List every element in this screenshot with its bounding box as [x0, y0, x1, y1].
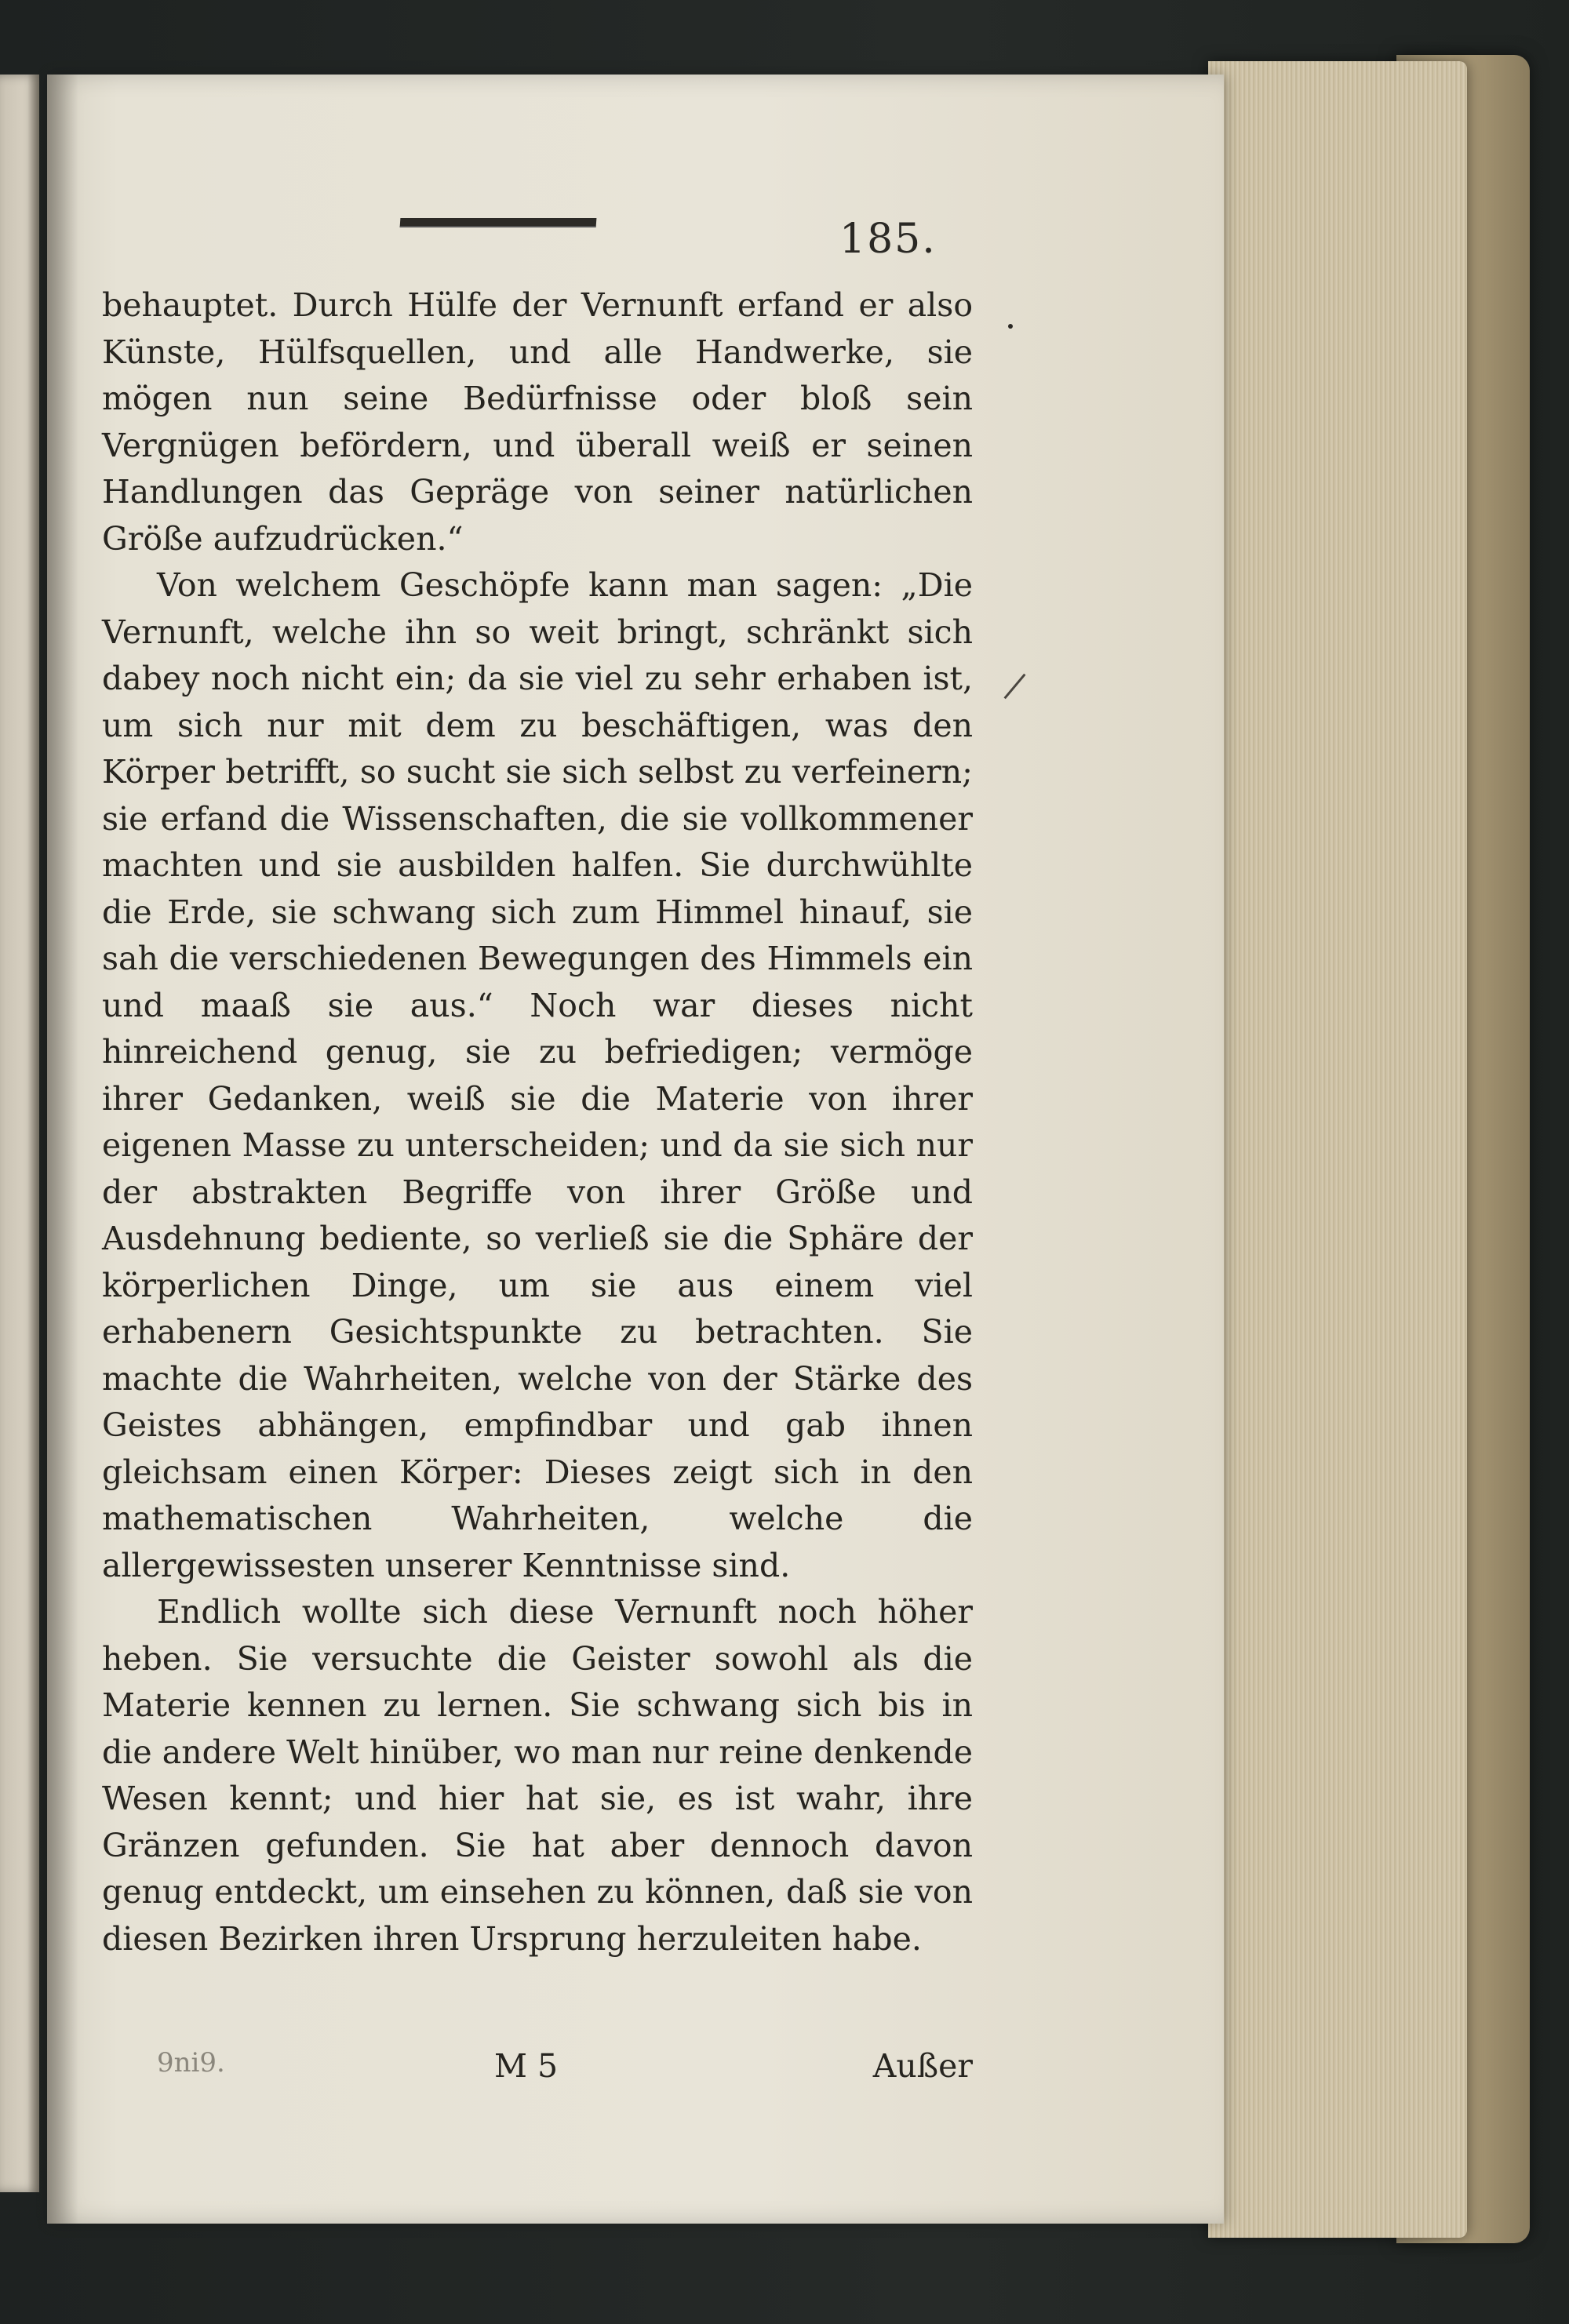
margin-mark: [1003, 674, 1025, 700]
gutter-shadow: [47, 75, 78, 2224]
signature-mark: M 5: [494, 2047, 559, 2085]
book-page: [47, 75, 1224, 2224]
body-text: [102, 282, 973, 1962]
page-number: 185.: [839, 216, 937, 263]
bleed-through-text: 9ni9.: [157, 2047, 225, 2079]
paragraph-2: Von welchem Geschöpfe kann man sagen: „Die Vernunft, welche ihn so weit bringt, schränkt sich dabey noch nicht ein; da sie viel zu sehr erhaben ist, um sich nur mit dem zu beschäftigen, was den Körper betrifft, so sucht sie sich selbst zu verfeinern; sie erfand die Wissenschaften, die sie vollkommener machten und sie ausbilden halfen. Sie durchwühlte die Erde, sie schwang sich zum Himmel hinauf, sie sah die verschiedenen Bewegungen des Himmels ein und maaß sie aus.“ Noch war dieses nicht hinreichend genug, sie zu befriedigen; vermöge ihrer Gedanken, weiß sie die Materie von ihrer eigenen Masse zu unterscheiden; und da sie sich nur der abstrakten Begriffe von ihrer Größe und Ausdehnung bediente, so verließ sie die Sphäre der körperlichen Dinge, um sie aus einem viel erhabenern Gesichtspunkte zu betrachten. Sie machte die Wahrheiten, welche von der Stärke des Geistes abhängen, empfindbar und gab ihnen gleichsam einen Körper: Dieses zeigt sich in den mathematischen Wahrheiten, welche die allergewissesten unserer Kenntnisse sind.: [102, 566, 973, 1584]
header-rule: [400, 218, 597, 227]
facing-page: [0, 75, 39, 2192]
page-edges: [1208, 61, 1467, 2238]
page-footer: [102, 2047, 973, 2094]
ink-dot: [1008, 324, 1013, 329]
paragraph-3: Endlich wollte sich diese Vernunft noch höher heben. Sie versuchte die Geister sowohl als die Materie kennen zu lernen. Sie schwang sich bis in die andere Welt hinüber, wo man nur reine denkende Wesen kennt; und hier hat sie, es ist wahr, ihre Gränzen gefunden. Sie hat aber dennoch davon genug entdeckt, um einsehen zu können, daß sie von diesen Bezirken ihren Ursprung herzuleiten habe.: [102, 1593, 973, 1958]
paragraph-1: behauptet. Durch Hülfe der Vernunft erfand er also Künste, Hülfsquellen, und alle Handwerke, sie mögen nun seine Bedürfnisse oder bloß sein Vergnügen befördern, und überall weiß er seinen Handlungen das Gepräge von seiner natürlichen Größe aufzudrücken.“: [102, 286, 973, 558]
catchword: Außer: [872, 2047, 973, 2085]
